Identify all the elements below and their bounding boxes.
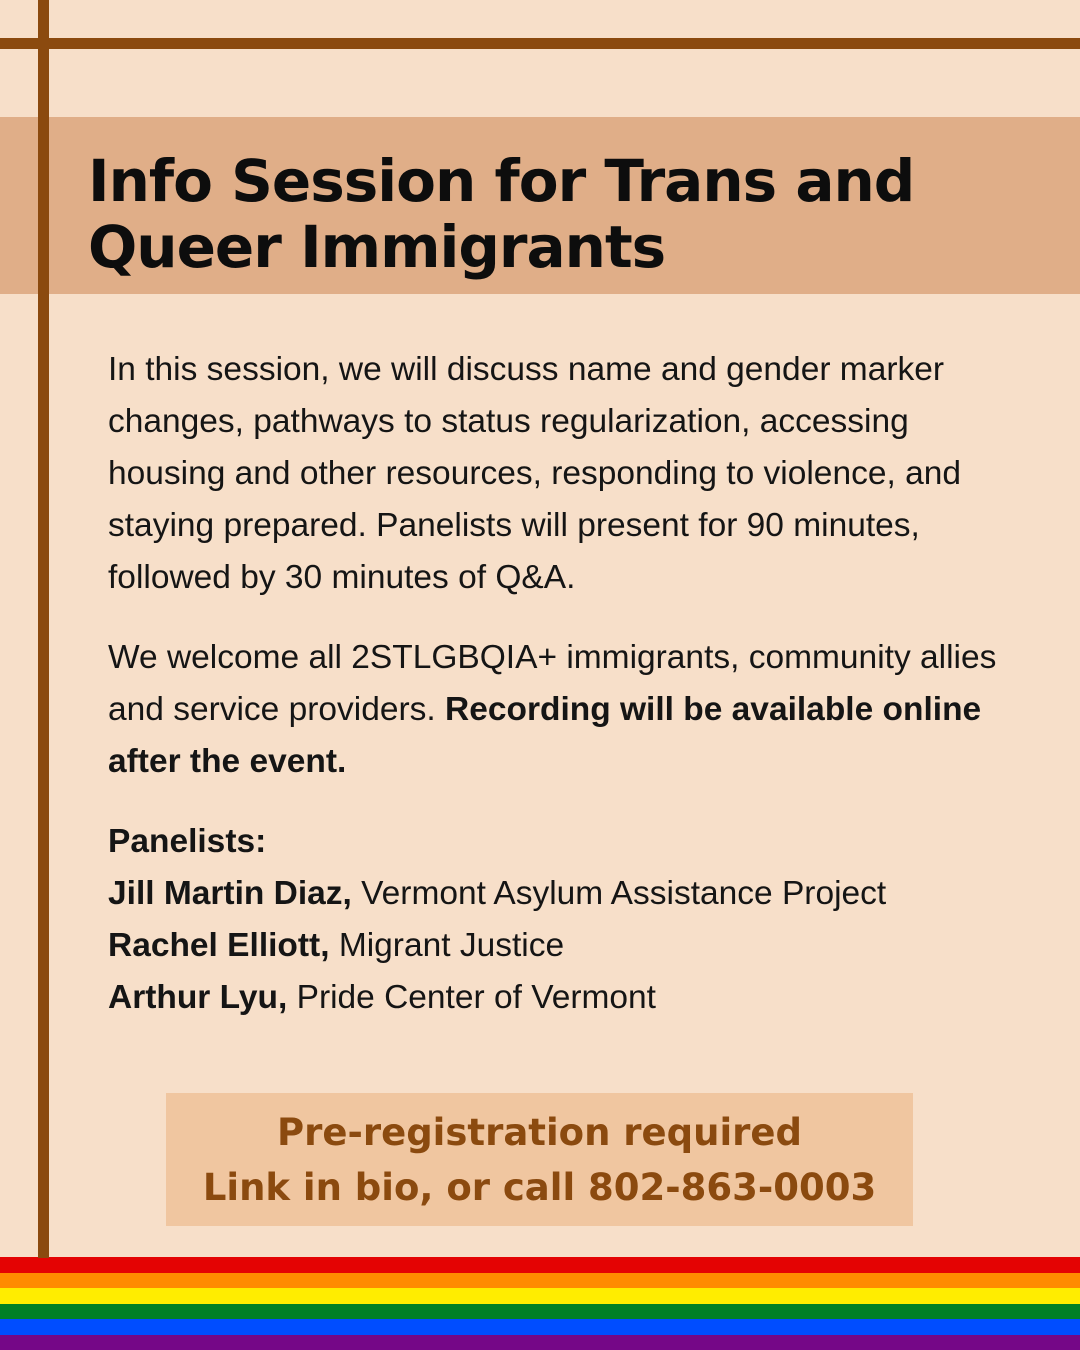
top-horizontal-rule xyxy=(0,38,1080,49)
panelist-item xyxy=(108,920,1018,972)
rainbow-stripe-blue xyxy=(0,1319,1080,1335)
panelist-item xyxy=(108,868,1018,920)
panelist-name: Arthur Lyu, xyxy=(108,979,288,1016)
registration-contact-text: Link in bio, or call 802-863-0003 xyxy=(202,1166,877,1209)
panelist-name: Rachel Elliott, xyxy=(108,927,330,964)
rainbow-stripe-purple xyxy=(0,1335,1080,1350)
registration-required-text: Pre-registration required xyxy=(277,1111,802,1154)
left-vertical-rule xyxy=(38,0,49,1258)
recording-note: Recording will be available online after the event. xyxy=(108,691,982,780)
panelist-org: Migrant Justice xyxy=(338,927,565,964)
panelist-item xyxy=(108,972,1018,1024)
welcome-text: We welcome all 2STLGBQIA+ immigrants, community allies and service providers. xyxy=(108,639,997,728)
rainbow-stripe-yellow xyxy=(0,1288,1080,1304)
rainbow-flag-stripes xyxy=(0,1257,1080,1350)
title-line-2: Queer Immigrants xyxy=(88,213,666,281)
registration-callout xyxy=(166,1093,913,1226)
rainbow-stripe-green xyxy=(0,1304,1080,1320)
panelists-list xyxy=(108,816,1018,1024)
title-line-1: Info Session for Trans and xyxy=(88,147,915,215)
panelists-heading: Panelists: xyxy=(108,823,267,860)
main-content xyxy=(108,344,1018,1024)
rainbow-stripe-red xyxy=(0,1257,1080,1273)
panelist-org: Vermont Asylum Assistance Project xyxy=(361,875,887,912)
rainbow-stripe-orange xyxy=(0,1273,1080,1289)
page-title xyxy=(88,148,1038,280)
intro-paragraph: In this session, we will discuss name and gender marker changes, pathways to status regularization, accessing housing and other resources, responding to violence, and staying prepared. Panelists will present for 90 minutes, followed by 30 minutes of Q&A. xyxy=(108,351,961,596)
welcome-paragraph xyxy=(108,632,1018,788)
panelist-name: Jill Martin Diaz, xyxy=(108,875,352,912)
panelist-org: Pride Center of Vermont xyxy=(296,979,656,1016)
